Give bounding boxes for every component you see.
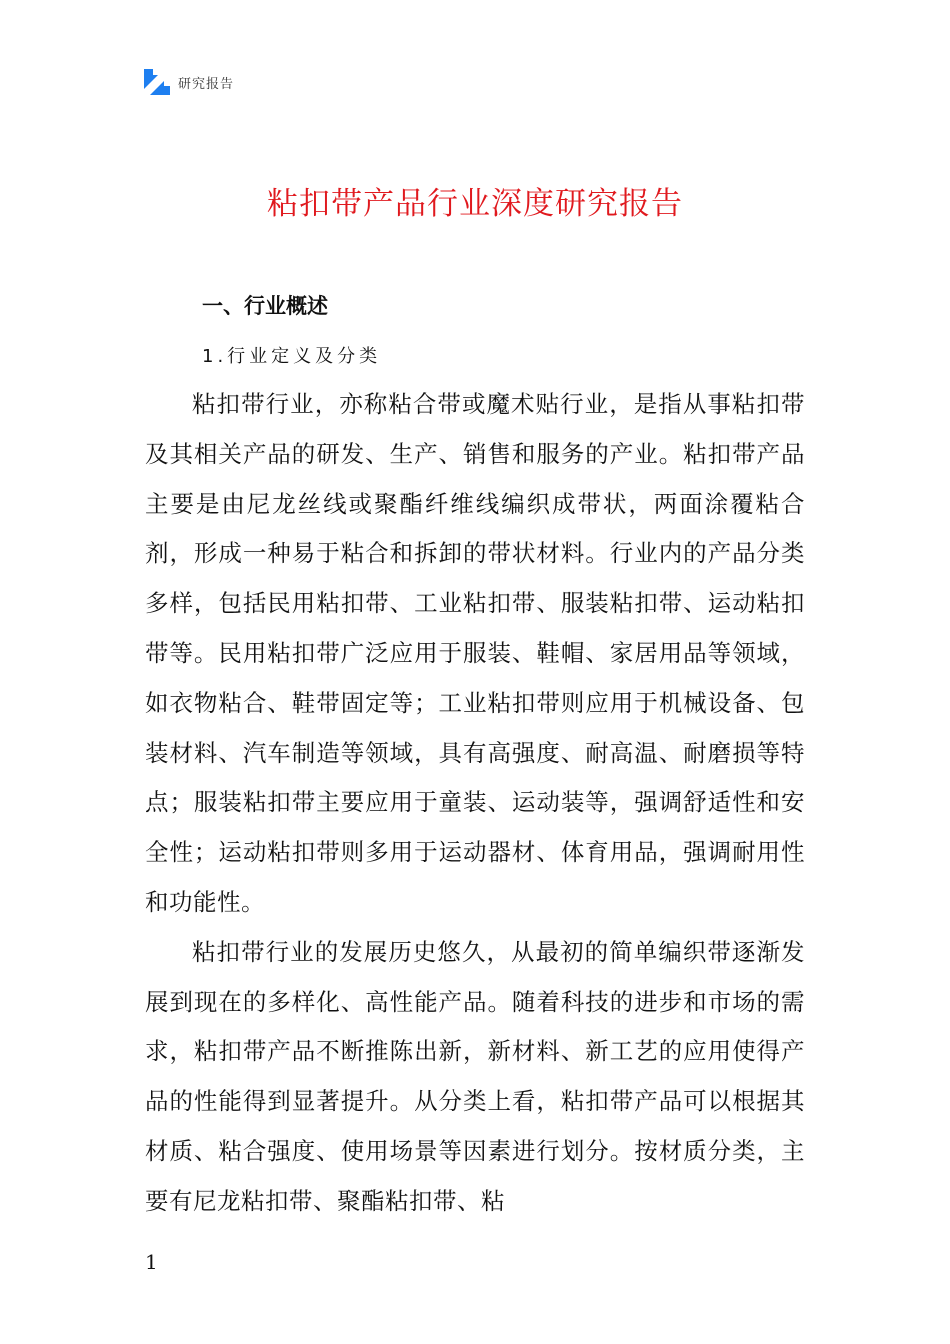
header-label: 研究报告 — [178, 76, 235, 92]
paragraph: 粘扣带行业的发展历史悠久，从最初的简单编织带逐渐发展到现在的多样化、高性能产品。随着科技的进步和市场的需求，粘扣带产品不断推陈出新，新材料、新工艺的应用使得产品的性能得到显著提升。从分类上看，粘扣带产品可以根据其材质、粘合强度、使用场景等因素进行划分。按材质分类，主要有尼龙粘扣带、聚酯粘扣带、粘 — [145, 937, 805, 1215]
arrow-logo-icon — [144, 69, 170, 95]
paragraph: 粘扣带行业，亦称粘合带或魔术贴行业，是指从事粘扣带及其相关产品的研发、生产、销售和服务的产业。粘扣带产品主要是由尼龙丝线或聚酯纤维线编织成带状，两面涂覆粘合剂，形成一种易于粘合和拆卸的带状材料。行业内的产品分类多样，包括民用粘扣带、工业粘扣带、服装粘扣带、运动粘扣带等。民用粘扣带广泛应用于服装、鞋帽、家居用品等领域，如衣物粘合、鞋带固定等；工业粘扣带则应用于机械设备、包装材料、汽车制造等领域，具有高强度、耐高温、耐磨损等特点；服装粘扣带主要应用于童装、运动装等，强调舒适性和安全性；运动粘扣带则多用于运动器材、体育用品，强调耐用性和功能性。 — [145, 390, 805, 916]
document-header — [144, 68, 234, 96]
page-number: 1 — [145, 1250, 158, 1274]
document-title: 粘扣带产品行业深度研究报告 — [267, 186, 683, 222]
section-heading: 一、行业概述 — [202, 294, 328, 318]
body-text — [145, 380, 805, 1227]
subsection-heading: 1.行业定义及分类 — [202, 346, 382, 367]
